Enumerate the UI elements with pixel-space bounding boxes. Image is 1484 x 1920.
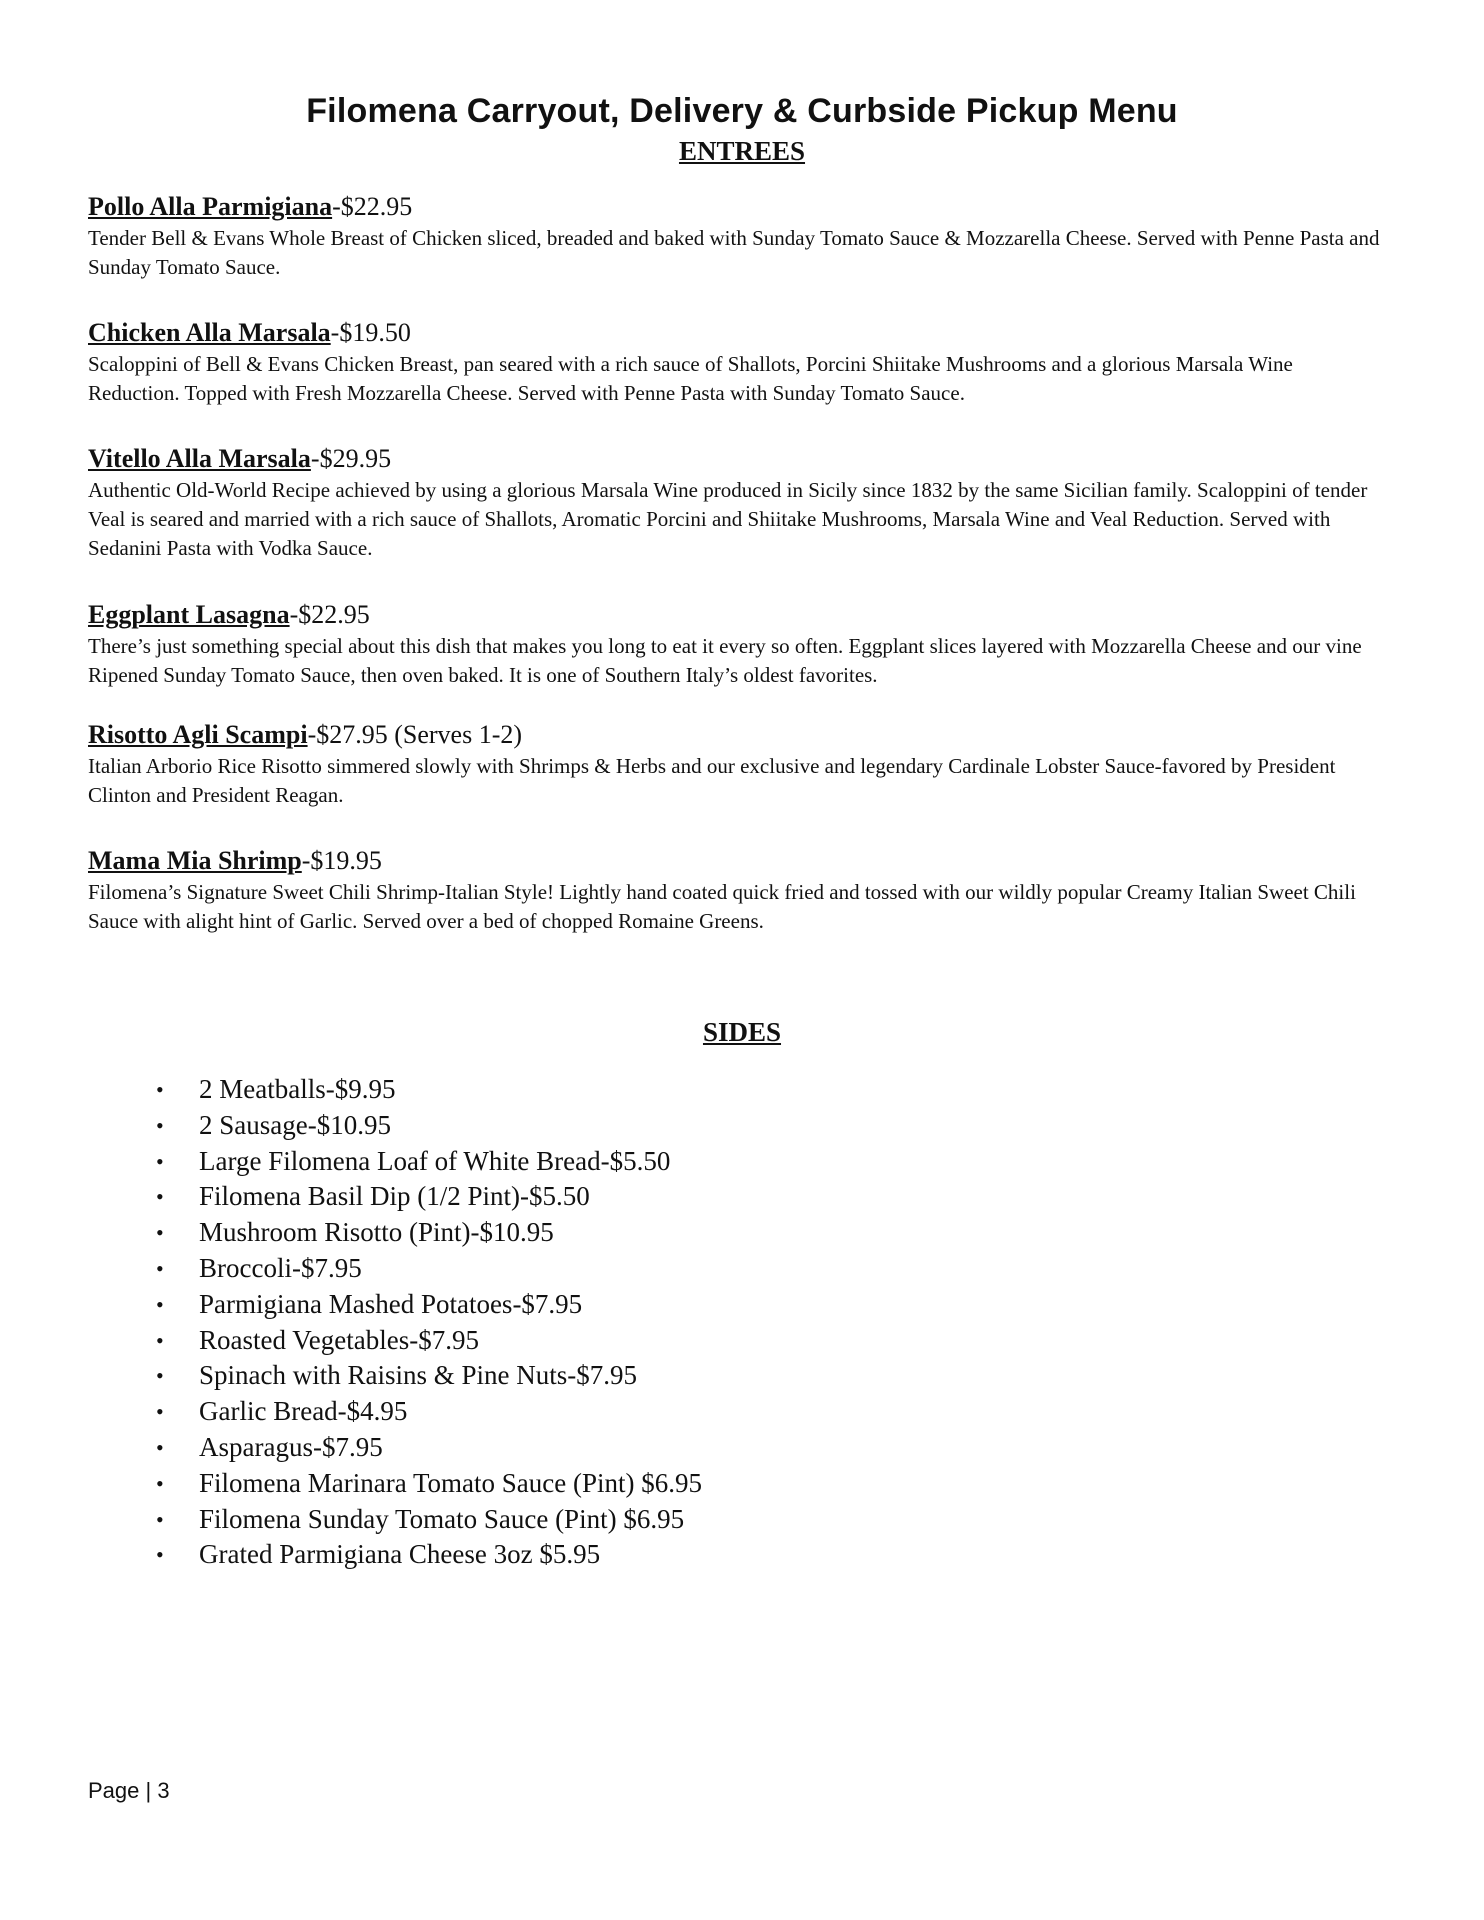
entree-name: Chicken Alla Marsala [88, 318, 331, 347]
side-item [156, 1215, 702, 1251]
bullet-icon: • [156, 1470, 164, 1496]
entree-item [88, 192, 1388, 282]
side-item [156, 1251, 702, 1287]
entree-name: Vitello Alla Marsala [88, 444, 311, 473]
entree-description: Tender Bell & Evans Whole Breast of Chicken sliced, breaded and baked with Sunday Tomato Sauce & Mozzarella Cheese. Served with Penne Pasta and Sunday Tomato Sauce. [88, 226, 1380, 279]
bullet-icon: • [156, 1434, 164, 1460]
entree-name: Pollo Alla Parmigiana [88, 192, 333, 221]
side-item [156, 1287, 702, 1323]
entree-item [88, 318, 1388, 408]
entree-description: Authentic Old-World Recipe achieved by using a glorious Marsala Wine produced in Sicily since 1832 by the same Sicilian family. Scaloppini of tender Veal is seared and married with a rich sauce of Shallots, Aromatic Porcini and Shiitake Mushrooms, Marsala Wine and Veal Reduction. Served with Sedanini Pasta with Vodka Sauce. [88, 478, 1368, 560]
entree-name: Mama Mia Shrimp [88, 846, 302, 875]
entree-header [88, 444, 1388, 474]
entree-header [88, 846, 1388, 876]
bullet-icon: • [156, 1184, 164, 1210]
side-item [156, 1072, 702, 1108]
entree-name: Eggplant Lasagna [88, 600, 290, 629]
bullet-icon: • [156, 1363, 164, 1389]
bullet-icon: • [156, 1399, 164, 1425]
side-item-label: Garlic Bread-$4.95 [199, 1396, 408, 1427]
side-item-label: Spinach with Raisins & Pine Nuts-$7.95 [199, 1360, 637, 1391]
entree-header [88, 192, 1388, 222]
side-item-label: Mushroom Risotto (Pint)-$10.95 [199, 1217, 554, 1248]
bullet-icon: • [156, 1291, 164, 1317]
entree-item [88, 720, 1388, 810]
entree-price: -$22.95 [332, 192, 413, 221]
entree-price: -$19.95 [301, 846, 382, 875]
entree-item [88, 846, 1388, 936]
entree-item [88, 600, 1388, 690]
bullet-icon: • [156, 1506, 164, 1532]
page-title: Filomena Carryout, Delivery & Curbside Pickup Menu [306, 92, 1178, 130]
side-item-label: Filomena Sunday Tomato Sauce (Pint) $6.95 [199, 1503, 685, 1534]
side-item [156, 1537, 702, 1573]
entree-price: -$27.95 (Serves 1-2) [307, 720, 523, 749]
entree-description: Scaloppini of Bell & Evans Chicken Breast, pan seared with a rich sauce of Shallots, Porcini Shiitake Mushrooms and a glorious Marsala Wine Reduction. Topped with Fresh Mozzarella Cheese. Served with Penne Pasta with Sunday Tomato Sauce. [88, 352, 1293, 405]
side-item [156, 1502, 702, 1538]
side-item [156, 1144, 702, 1180]
side-item-label: Grated Parmigiana Cheese 3oz $5.95 [199, 1539, 601, 1570]
side-item [156, 1466, 702, 1502]
entree-price: -$19.50 [330, 318, 411, 347]
side-item-label: 2 Sausage-$10.95 [199, 1109, 391, 1140]
entree-price: -$22.95 [289, 600, 370, 629]
side-item [156, 1430, 702, 1466]
entree-header [88, 720, 1388, 750]
entree-item [88, 444, 1388, 563]
bullet-icon: • [156, 1112, 164, 1138]
page-number-footer: Page | 3 [88, 1778, 170, 1803]
side-item [156, 1108, 702, 1144]
entree-price: -$29.95 [310, 444, 392, 473]
entree-header [88, 318, 1388, 348]
entree-name: Risotto Agli Scampi [88, 720, 308, 749]
entree-description: Italian Arborio Rice Risotto simmered slowly with Shrimps & Herbs and our exclusive and legendary Cardinale Lobster Sauce-favored by President Clinton and President Reagan. [88, 754, 1336, 807]
sides-heading: SIDES [702, 1017, 782, 1047]
side-item [156, 1179, 702, 1215]
side-item-label: Filomena Marinara Tomato Sauce (Pint) $6.95 [199, 1467, 703, 1498]
side-item-label: Filomena Basil Dip (1/2 Pint)-$5.50 [199, 1181, 590, 1212]
sides-list [156, 1072, 702, 1573]
side-item [156, 1358, 702, 1394]
bullet-icon: • [156, 1077, 164, 1102]
side-item [156, 1323, 702, 1359]
entree-header [88, 600, 1388, 630]
side-item-label: Parmigiana Mashed Potatoes-$7.95 [199, 1288, 583, 1319]
bullet-icon: • [156, 1255, 164, 1281]
bullet-icon: • [156, 1542, 164, 1568]
side-item-label: Large Filomena Loaf of White Bread-$5.50 [199, 1145, 671, 1176]
side-item-label: Asparagus-$7.95 [199, 1431, 383, 1462]
side-item-label: 2 Meatballs-$9.95 [199, 1074, 396, 1104]
side-item [156, 1394, 702, 1430]
entree-description: Filomena’s Signature Sweet Chili Shrimp-Italian Style! Lightly hand coated quick fried and tossed with our wildly popular Creamy Italian Sweet Chili Sauce with alight hint of Garlic. Served over a bed of chopped Romaine Greens. [88, 880, 1356, 933]
side-item-label: Broccoli-$7.95 [199, 1252, 362, 1283]
entree-description: There’s just something special about this dish that makes you long to eat it every so often. Eggplant slices layered with Mozzarella Cheese and our vine Ripened Sunday Tomato Sauce, then oven baked. It is one of Southern Italy’s oldest favorites. [88, 634, 1362, 687]
bullet-icon: • [156, 1220, 164, 1246]
bullet-icon: • [156, 1148, 164, 1174]
bullet-icon: • [156, 1327, 164, 1353]
side-item-label: Roasted Vegetables-$7.95 [199, 1324, 479, 1355]
entrees-heading: ENTREES [678, 136, 806, 166]
